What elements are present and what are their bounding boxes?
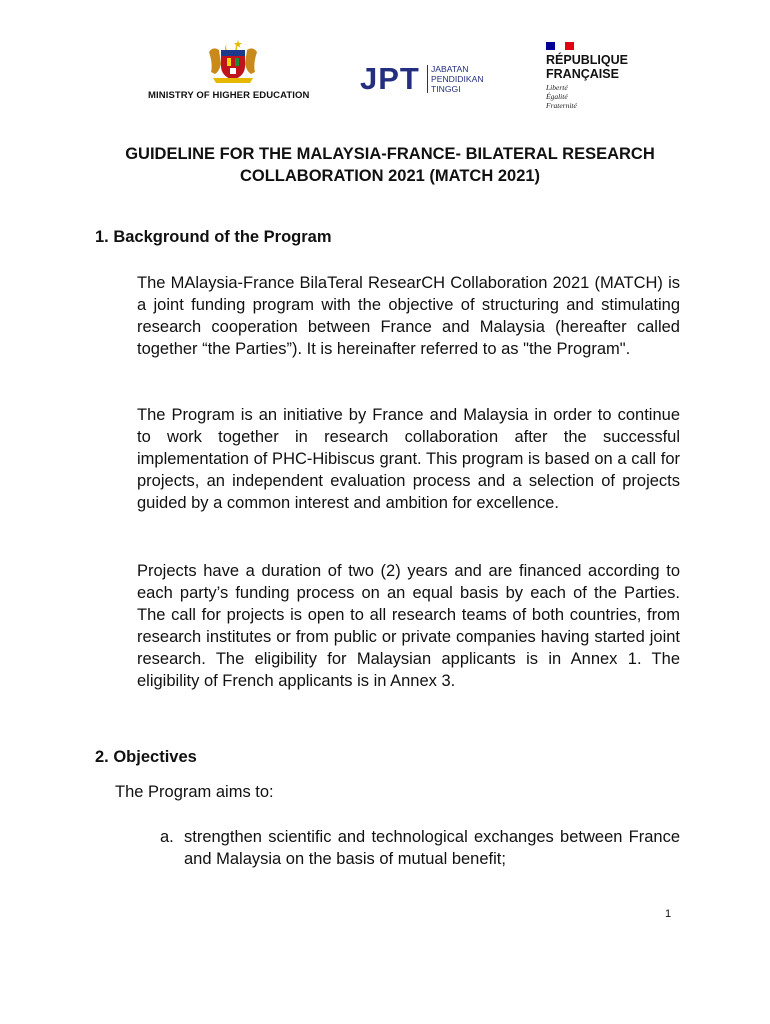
page-number: 1 (665, 908, 672, 920)
rf-title-line-1: RÉPUBLIQUE (546, 53, 628, 67)
french-flag-icon (546, 42, 574, 50)
rf-motto (546, 83, 577, 110)
jpt-name (431, 64, 484, 95)
paragraph-3: Projects have a duration of two (2) years and are financed according to each party’s funding process on an equal basis by each of the Parties. The call for projects is open to all research teams of both countries, from research institutes or from public or private companies having started joint research. The eligibility for Malaysian applicants is in Annex 1. The eligibility of French applicants is in Annex 3. (137, 562, 680, 690)
rf-title-line-2: FRANÇAISE (546, 66, 619, 81)
jpt-line-2: PENDIDIKAN (431, 74, 484, 85)
paragraph-1: The MAlaysia-France BilaTeral ResearCH Collaboration 2021 (MATCH) is a joint funding program with the objective of structuring and stimulating research cooperation between France and Malaysia (hereafter called together “the Parties”). It is hereinafter referred to as "the Program". (137, 274, 680, 358)
rf-title (546, 54, 628, 81)
jpt-mark: JPT (360, 61, 420, 96)
moe-logo (148, 38, 323, 104)
section-2-heading: 2. Objectives (95, 748, 197, 766)
rf-motto-3: Fraternité (546, 101, 577, 110)
document-title: GUIDELINE FOR THE MALAYSIA-FRANCE- BILATERAL RESEARCH COLLABORATION 2021 (MATCH 2021) (125, 145, 655, 185)
list-item-text: strengthen scientific and technological exchanges between France and Malaysia on the basis of mutual benefit; (184, 828, 680, 868)
section-2-intro: The Program aims to: (115, 783, 274, 801)
section-1-heading: 1. Background of the Program (95, 228, 332, 246)
paragraph-2: The Program is an initiative by France and Malaysia in order to continue to work together in research collaboration after the successful implementation of PHC-Hibiscus grant. This program is based on a call for projects, an independent evaluation process and a selection of projects guided by a common interest and ambition for excellence. (137, 406, 680, 512)
coat-of-arms-icon (203, 38, 263, 86)
jpt-line-1: JABATAN (431, 64, 469, 74)
rf-motto-2: Égalité (546, 92, 568, 101)
jpt-logo (360, 62, 510, 96)
moe-label: MINISTRY OF HIGHER EDUCATION (148, 90, 310, 101)
list-item-marker: a. (160, 828, 174, 846)
republique-francaise-logo (540, 38, 640, 118)
jpt-line-3: TINGGI (431, 84, 461, 95)
list-item (160, 826, 680, 870)
rf-motto-1: Liberté (546, 83, 568, 92)
jpt-divider (427, 65, 428, 93)
